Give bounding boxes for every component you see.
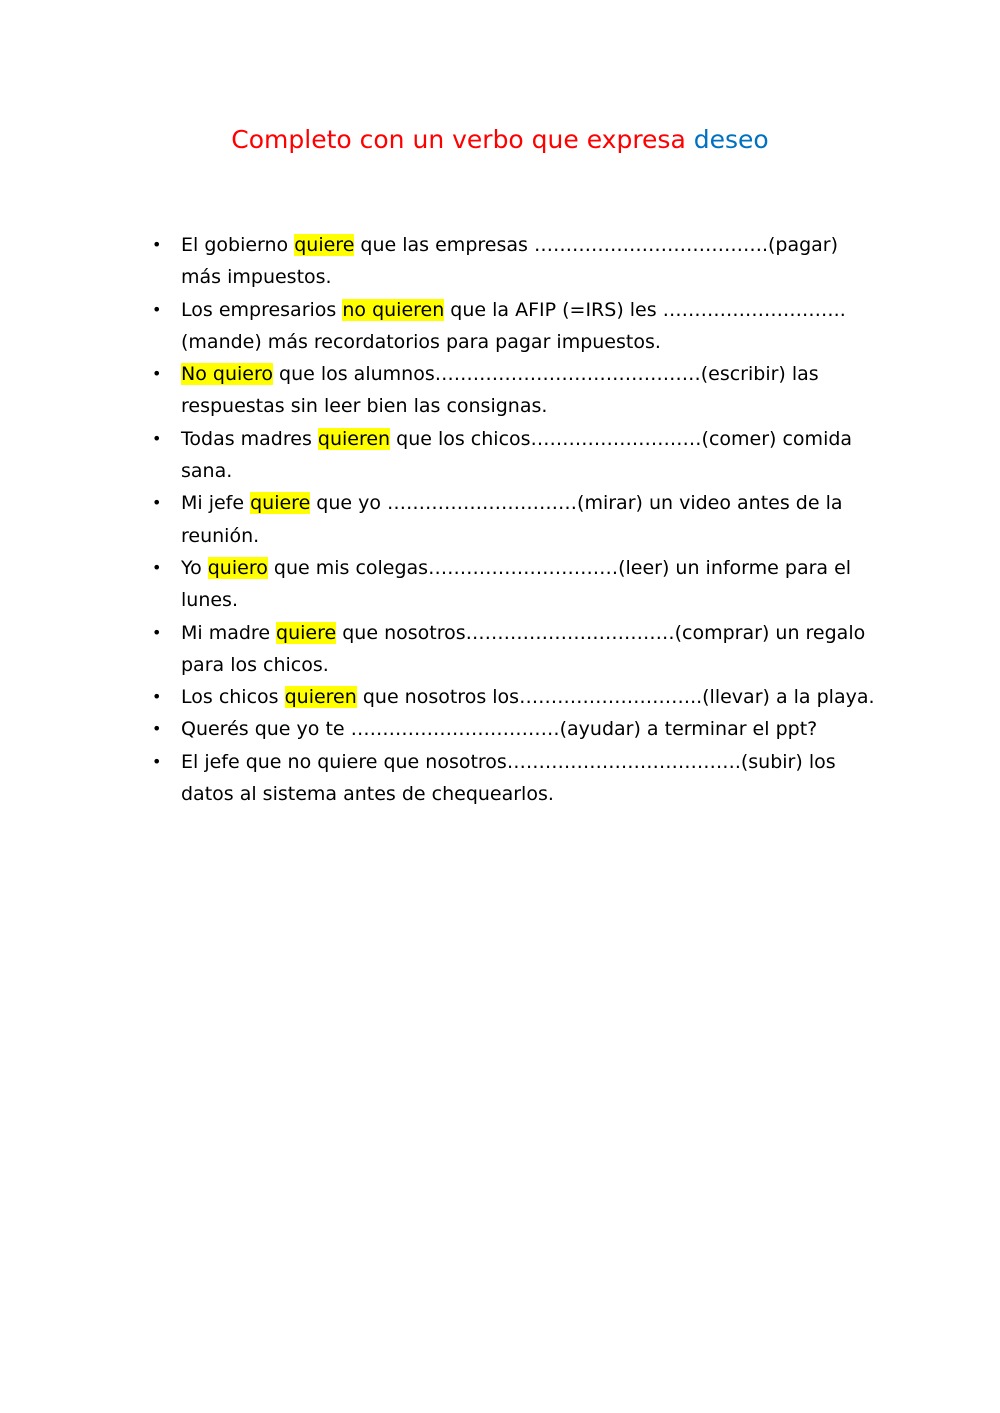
exercise-item — [0, 746, 876, 811]
page-title — [0, 122, 1000, 158]
bullet-icon: • — [152, 719, 162, 739]
bullet-icon: • — [152, 557, 162, 577]
exercise-item — [0, 294, 876, 359]
exercise-item — [0, 487, 876, 552]
highlighted-verb: quiere — [294, 234, 355, 256]
bullet-icon: • — [152, 235, 162, 254]
sentence-start: Los chicos — [181, 686, 285, 709]
highlighted-verb: quiere — [276, 621, 337, 644]
sentence-start: El gobierno — [181, 234, 295, 256]
bullet-icon: • — [152, 622, 162, 642]
sentence-end: que mis colegas…………………………(leer) un informe para el lunes. — [181, 556, 852, 612]
bullet-icon: • — [152, 493, 162, 513]
sentence-end: que las empresas ……………………………….(pagar) más impuestos. — [181, 234, 839, 289]
highlighted-verb: quiero — [207, 556, 268, 579]
bullet-icon: • — [152, 364, 162, 384]
exercise-item — [0, 423, 876, 488]
sentence-start: Yo — [181, 556, 208, 579]
highlighted-verb: quiere — [250, 492, 311, 515]
exercise-item — [0, 552, 876, 617]
sentence-end: que los chicos………………………(comer) comida sana. — [181, 427, 853, 483]
exercise-list — [0, 229, 1000, 810]
sentence-text: El jefe que no quiere que nosotros……………………………….(subir) los datos al sistema antes de chequearlos. — [181, 750, 836, 806]
bullet-icon: • — [152, 428, 162, 448]
exercise-item — [0, 713, 876, 745]
sentence-end: que nosotros……………………………(comprar) un regalo para los chicos. — [181, 621, 866, 676]
sentence-end: que los alumnos……………………………………(escribir) las respuestas sin leer bien las consignas. — [181, 363, 819, 418]
sentence-text: Querés que yo te ……………………………(ayudar) a terminar el ppt? — [181, 718, 818, 741]
sentence-start: Mi madre — [181, 621, 277, 644]
highlighted-verb: quieren — [317, 427, 391, 450]
bullet-icon: • — [152, 687, 162, 707]
exercise-item — [0, 617, 876, 682]
exercise-item — [0, 358, 876, 423]
highlighted-verb: no quieren — [342, 298, 445, 321]
highlighted-verb: quieren — [284, 686, 357, 709]
exercise-item — [0, 229, 876, 294]
title-keyword: deseo — [693, 125, 769, 154]
bullet-icon: • — [152, 299, 162, 319]
highlighted-verb: No quiero — [181, 363, 273, 386]
sentence-end: que yo …………………………(mirar) un video antes de la reunión. — [181, 492, 843, 547]
sentence-start: Todas madres — [181, 427, 318, 450]
sentence-start: Los empresarios — [181, 298, 343, 321]
sentence-start: Mi jefe — [181, 492, 251, 515]
bullet-icon: • — [152, 751, 162, 771]
exercise-item — [0, 681, 876, 713]
sentence-end: que nosotros los………………………..(llevar) a la playa. — [356, 686, 875, 709]
sentence-end: que la AFIP (=IRS) les ………………………..(mande) más recordatorios para pagar impuestos. — [181, 298, 846, 353]
title-text: Completo con un verbo que expresa — [231, 125, 694, 154]
